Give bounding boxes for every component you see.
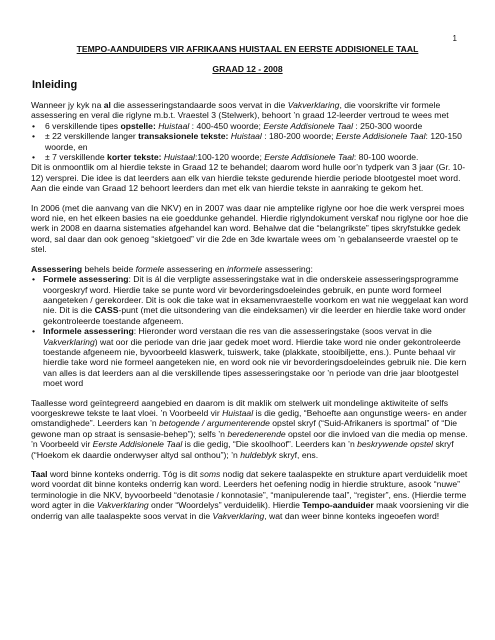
text: word binne konteks onderrig. Tóg is dit (47, 469, 200, 479)
text-italic: Huistaal (163, 152, 195, 163)
text: : 120-150 woorde, en (45, 131, 462, 152)
text-italic: Vakverklaring (212, 510, 265, 521)
text: : 400-450 woorde; (189, 120, 264, 131)
text: Wanneer jy kyk na (31, 100, 104, 110)
text: is die gedig, “Behoefte aan ongunstige weers- en ander omstandighede”. Leerders kan ’n (31, 407, 467, 429)
text-bold: Taal (31, 469, 48, 479)
text: die assesseringstandaarde soos vervat in die (110, 100, 288, 110)
text-italic: Vakverklaring (96, 500, 149, 511)
page-number: 1 (452, 34, 457, 43)
assessment-types-list (31, 274, 469, 388)
text-italic: Huistaal (230, 131, 262, 142)
paragraph-language (31, 469, 469, 521)
document-title: TEMPO-AANDUIDERS VIR AFRIKAANS HUISTAAL EN EERSTE ADDISIONELE TAAL (76, 44, 419, 54)
text: 6 verskillende tipes (45, 120, 121, 131)
text: maak voorsiening vir die onderrig van alle taalaspekte soos vervat in die (31, 500, 469, 521)
text-italic: Eerste Addisionele Taal (264, 152, 354, 163)
text-bold: Informele assessering (43, 326, 134, 337)
text: is die gedig, “Die skoolhoof”. Leerders kan ’n (182, 439, 358, 450)
list-item (31, 131, 469, 152)
text-bold: korter tekste: (107, 152, 162, 163)
text: nodig dat sekere taalaspekte en strukture apart verduidelik moet word voordat dit binne konteks onderrig kan word. Leerders het oefening nodig in hierdie strukture, asook “nuwe” terminologie in die NKV, byvoorbeeld “denotasie / konnotasie”, “manipulerende taal”, “register”, ens. (Hierdie terme word agter in die (31, 469, 468, 511)
text: ± 7 verskillende (45, 152, 108, 163)
text-italic: Eerste Addisionele Taal (92, 439, 183, 450)
text: ± 22 verskillende langer (45, 131, 139, 142)
text: opstel skryf (“Suid-Afrikaners is sportmal” of “Die gewone man op straat is sensasie-behep”); selfs ’n (31, 418, 458, 439)
text-italic: informele (226, 263, 263, 274)
text-italic: Vakverklaring (287, 100, 340, 110)
paragraph-distribution: Dit is onmoontlik om al hierdie tekste in Graad 12 te behandel; daarom word hulle oor’n tydperk van 3 jaar (Gr. 10-12) versprei. Die idee is dat leerders aan elk van hierdie tekste gedurende hierdie periode blootgestel moet word. Aan die einde van Graad 12 behoort leerders dan met elk van hierdie tekste in aanraking te gekom het. (31, 162, 466, 194)
text-bold: opstelle: (120, 120, 156, 131)
text-italic: Huistaal (222, 407, 254, 418)
text: Taallesse word geïntegreerd aangebied en daarom is dit maklik om stelwerk uit mondelinge aktiwiteite of selfs voorgeskrewe tekste te laat vloei. ’n Voorbeeld vir (31, 397, 449, 418)
text-bold: Assessering (31, 263, 83, 274)
text: assessering en (164, 263, 227, 274)
text-bold: Formele assessering (43, 274, 129, 285)
paragraph-guidelines: In 2006 (met die aanvang van die NKV) en in 2007 was daar nie amptelike riglyne oor hoe die werk versprei moes word nie, en het elkeen basies na eie goeddunke gehandel. Hierdie riglyndokument verskaf nou riglyne oor hoe die werk in 2008 en daarna sistematies afgehandel kan word. Behalwe dat die “belangrikste” tipes skryfstukke gedek word, sal daar dan ook genoeg “skietgoed” vir die 2de en 3de kwartale wees om ’n gebalanseerde vraestel op te stel. (31, 202, 469, 255)
text-italic: Eerste Addisionele Taal (335, 131, 426, 142)
text: : 250-300 woorde (353, 120, 423, 131)
paragraph-intro (31, 100, 469, 121)
text-bold: al (103, 100, 111, 110)
text: :100-120 woorde; (194, 152, 265, 163)
text-italic: soms (199, 469, 221, 479)
list-item-informal (31, 326, 469, 388)
text: ) wat oor die periode van drie jaar gedek moet word. Hierdie take word nie onder gekontroleerde toestande afgeneem nie, byvoorbeeld klaswerk, tuiswerk, take (plakkate, stooibiljette, ens.). Punte behaal vir hierdie take word nie formeel aangeteken nie, en word ook nie vir bevorderingsdoeleindes gebruik nie. Die kern van alles is dat leerders aan al die verskillende tipes assesseringstake oor ’n periode van drie jaar blootgestel moet word (43, 336, 467, 389)
text-italic: beskrywende opstel (357, 439, 434, 450)
text-italic: Huistaal (158, 120, 190, 131)
text: assessering: (262, 263, 313, 274)
text-bold: Tempo-aanduider (302, 500, 374, 511)
text: -punt (met die uitsondering van die eindeksamen) vir die leerder en hierdie take word onder gekontroleerde toestande afgeneem. (43, 305, 466, 326)
text: opstel oor die invloed van die media op mense. ’n Voorbeeld vir (31, 428, 468, 450)
text-italic: betogende / argumenterende (159, 418, 270, 429)
text-italic: Eerste Addisionele Taal (263, 120, 353, 131)
grade-title: GRAAD 12 - 2008 (212, 64, 283, 74)
section-heading: Inleiding (32, 79, 78, 91)
text-italic: formele (135, 263, 165, 274)
text: : Hieronder word verstaan die res van die assesseringstake (soos vervat in die (133, 326, 432, 337)
list-item (31, 152, 469, 162)
text: , wat dan weer binne konteks ingeoefen word! (264, 510, 440, 521)
text: onder “Woordelys” verduidelik). Hierdie (148, 500, 303, 511)
list-item-formal (31, 274, 469, 326)
list-item (31, 121, 469, 131)
text: behels beide (82, 263, 136, 274)
text-italic: Vakverklaring (43, 336, 95, 347)
text-bold: transaksionele tekste: (138, 131, 229, 142)
text: : 80-100 woorde. (353, 152, 419, 163)
text: , die voorskrifte vir formele assessering en veral die riglyne m.b.t. Vraestel 3 (Stelwerk), behoort ’n graad 12-leerder vertroud te wees met (31, 100, 449, 121)
text-italic: huldeblyk (240, 449, 277, 460)
paragraph-integration (31, 398, 469, 460)
document-body (31, 100, 469, 530)
text: skryf, ens. (276, 449, 319, 460)
text: : Dit is ál die verpligte assesseringstake wat in die onderskeie assesseringsprogramme voorgeskryf word. Hierdie take se punte word vir bevorderingsdoeleindes gebruik, en punte word formeel aangeteken / gerekordeer. Dit is ook die take wat in eksamenvraestelle voorkom en wat nie weggelaat kan word nie. Dit is die (43, 274, 469, 316)
text-types-list (31, 121, 469, 163)
text: skryf (“Hoekom ek daardie onderwyser altyd sal onthou”); ’n (31, 439, 454, 460)
text-bold: CASS (94, 305, 119, 316)
text-italic: beredenerende (227, 428, 286, 439)
text: : 180-200 woorde; (261, 131, 336, 142)
paragraph-assessment (31, 264, 469, 274)
